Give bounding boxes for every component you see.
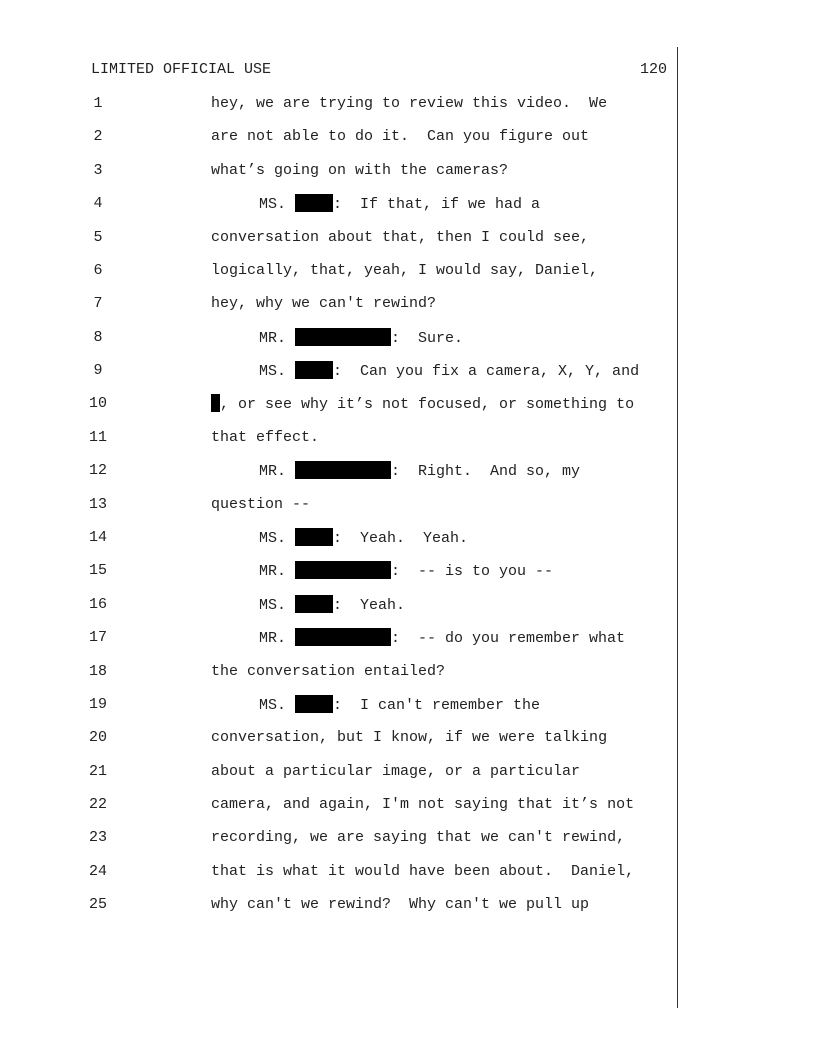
line-text [211, 795, 634, 815]
line-text-segment: MR. [259, 463, 296, 481]
line-text [211, 127, 589, 147]
redaction-box [211, 394, 220, 412]
line-text-segment: : Sure. [391, 329, 464, 347]
line-number: 7 [93, 295, 103, 313]
redaction-box [295, 561, 391, 579]
line-number: 9 [93, 362, 103, 379]
line-text [259, 595, 405, 616]
line-number: 8 [93, 328, 103, 346]
line-text [211, 728, 607, 748]
line-text-segment: MS. [259, 696, 296, 714]
redaction-box [295, 328, 391, 346]
line-text-segment: MR. [259, 329, 296, 347]
line-number: 14 [88, 528, 107, 546]
line-text-segment: : Yeah. Yeah. [333, 529, 469, 547]
line-text-segment: : -- is to you -- [391, 563, 554, 581]
page-number: 120 [639, 61, 667, 78]
right-margin-rule [677, 47, 678, 1008]
line-text [259, 361, 639, 382]
transcript-line [0, 461, 676, 481]
line-text-segment: that effect. [211, 428, 320, 446]
line-number: 12 [88, 462, 107, 480]
redaction-box [295, 528, 333, 546]
line-text-segment: logically, that, yeah, I would say, Daniel, [211, 261, 599, 279]
redaction-box [295, 461, 391, 479]
line-text [259, 528, 468, 549]
line-text [211, 495, 310, 515]
transcript-line [0, 695, 676, 715]
line-number: 23 [88, 829, 107, 847]
line-text [211, 762, 580, 782]
transcript-line [0, 895, 676, 915]
line-number: 16 [88, 595, 107, 613]
line-text-segment: MS. [259, 596, 296, 614]
line-text-segment: about a particular image, or a particular [211, 762, 581, 780]
line-number: 4 [93, 195, 103, 213]
line-text-segment: are not able to do it. Can you figure out [211, 128, 590, 146]
redaction-box [295, 361, 333, 379]
line-text [211, 862, 634, 882]
transcript-line [0, 261, 676, 281]
line-text [211, 161, 508, 181]
line-text [259, 561, 553, 582]
transcript-line [0, 595, 676, 615]
transcript-line [0, 428, 676, 448]
line-number: 3 [93, 161, 103, 179]
transcript-line [0, 328, 676, 348]
redaction-box [295, 595, 333, 613]
line-text-segment: MS. [259, 529, 296, 547]
transcript-line [0, 194, 676, 214]
line-number: 25 [88, 896, 107, 914]
transcript-line [0, 94, 676, 114]
line-text [211, 895, 589, 915]
line-text-segment: hey, why we can't rewind? [211, 295, 437, 313]
line-text-segment: MR. [259, 563, 296, 581]
line-text-segment: that is what it would have been about. Daniel, [211, 862, 635, 880]
line-text-segment: MS. [259, 363, 296, 380]
line-text [259, 628, 625, 649]
transcript-line [0, 728, 676, 748]
line-text-segment: MR. [259, 630, 296, 648]
line-text-segment: question -- [211, 495, 311, 513]
line-text [211, 428, 319, 448]
transcript-line [0, 795, 676, 815]
line-number: 22 [88, 796, 107, 813]
line-text [211, 261, 598, 281]
line-text [211, 828, 625, 848]
line-text-segment: MS. [259, 196, 296, 214]
transcript-line [0, 127, 676, 147]
transcript-line [0, 161, 676, 181]
transcript-line [0, 561, 676, 581]
line-text-segment: hey, we are trying to review this video. We [211, 95, 608, 112]
line-number: 24 [88, 862, 107, 880]
line-text-segment: : If that, if we had a [333, 196, 541, 214]
transcript-line [0, 361, 676, 381]
line-number: 1 [93, 95, 103, 112]
line-text-segment: recording, we are saying that we can't rewind, [211, 829, 626, 847]
transcript-line [0, 528, 676, 548]
line-text [259, 461, 580, 482]
line-text-segment: : Yeah. [333, 596, 406, 614]
line-text-segment: the conversation entailed? [211, 662, 446, 680]
transcript-line [0, 394, 676, 414]
line-text-segment: what’s going on with the cameras? [211, 161, 509, 179]
line-text [211, 228, 589, 248]
line-text-segment: camera, and again, I'm not saying that it’s not [211, 796, 635, 813]
line-number: 10 [88, 395, 107, 413]
line-text-segment: : Can you fix a camera, X, Y, and [333, 363, 640, 380]
line-text [211, 662, 445, 682]
transcript-line [0, 828, 676, 848]
transcript-line [0, 628, 676, 648]
line-number: 2 [93, 128, 103, 146]
line-text [259, 328, 463, 349]
redaction-box [295, 695, 333, 713]
transcript-line [0, 495, 676, 515]
transcript-line [0, 862, 676, 882]
line-text-segment: : Right. And so, my [391, 463, 581, 481]
line-number: 5 [93, 228, 103, 246]
line-text-segment: , or see why it’s not focused, or something to [220, 396, 635, 414]
transcript-line [0, 762, 676, 782]
line-number: 20 [88, 729, 107, 747]
redaction-box [295, 628, 391, 646]
line-text-segment: conversation, but I know, if we were talking [211, 729, 608, 747]
line-text-segment: why can't we rewind? Why can't we pull up [211, 896, 590, 914]
redaction-box [295, 194, 333, 212]
line-text [259, 194, 540, 215]
line-text [211, 394, 634, 415]
line-text [211, 294, 436, 314]
line-number: 18 [88, 662, 107, 680]
line-number: 21 [88, 762, 107, 780]
transcript-line [0, 662, 676, 682]
line-number: 19 [88, 695, 107, 713]
line-text-segment: : I can't remember the [333, 696, 541, 714]
line-text-segment: : -- do you remember what [391, 630, 626, 648]
header-classification: LIMITED OFFICIAL USE [91, 61, 272, 78]
line-number: 11 [88, 428, 107, 446]
transcript-line [0, 294, 676, 314]
line-text [259, 695, 540, 716]
line-text [211, 94, 607, 114]
transcript-line [0, 228, 676, 248]
line-text-segment: conversation about that, then I could see, [211, 228, 590, 246]
line-number: 13 [88, 495, 107, 513]
line-number: 6 [93, 261, 103, 279]
line-number: 17 [88, 629, 107, 647]
line-number: 15 [88, 562, 107, 580]
